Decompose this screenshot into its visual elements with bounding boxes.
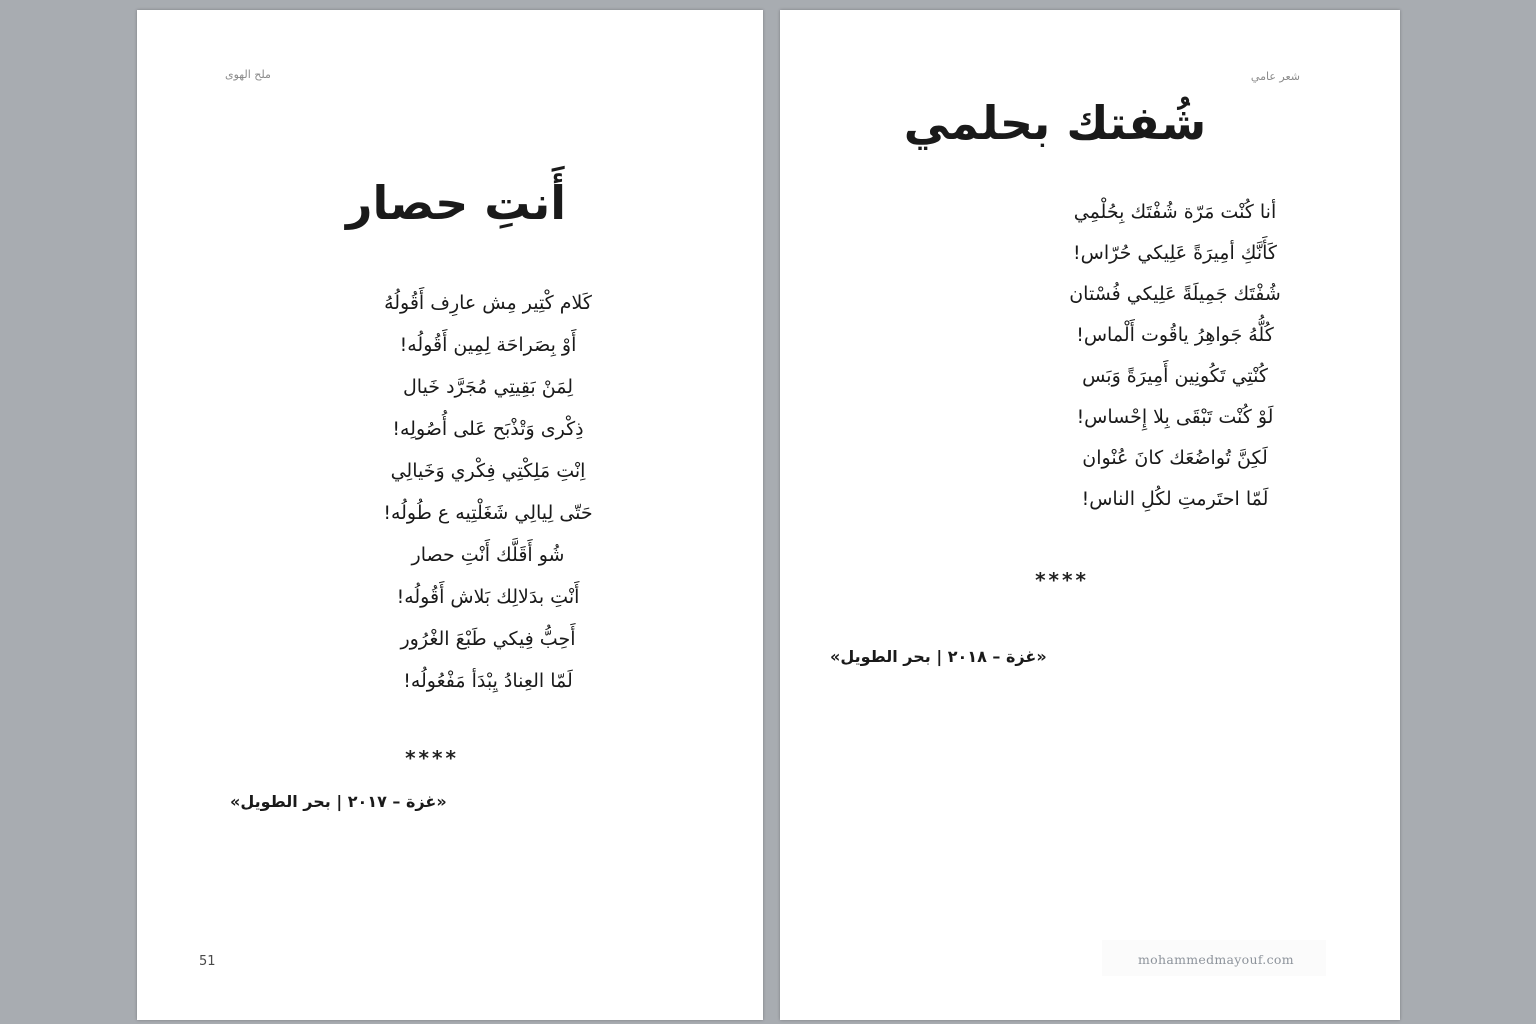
poem-line: اِنْتِ مَلِكْتِي فِكْري وَخَيالِي: [390, 460, 586, 482]
poem-line: أَحِبُّ فِيكي طَبْعَ الغْرُور: [400, 628, 576, 650]
page-number: 51: [199, 954, 216, 969]
document-page-left[interactable]: [137, 10, 763, 1020]
asterisk-separator: ****: [405, 746, 459, 770]
poem-title-left: أَنتِ حصار: [346, 176, 566, 230]
poem-line: لِمَنْ بَقِيتِي مُجَرَّد خَيال: [402, 376, 574, 398]
poem-line: أنا كُنْت مَرّة شُفْتَك بِحُلْمِي: [1073, 201, 1277, 223]
poem-line: أَوْ بِصَراحَة لِمِين أَقُولُه!: [399, 334, 577, 356]
document-page-right[interactable]: [780, 10, 1400, 1020]
poem-line: لَمّا العِنادُ يِبْدَأ مَفْعُولُه!: [403, 670, 573, 692]
poem-line: لَوْ كُنْت تَبْقَى بِلا إِحْساس!: [1076, 406, 1274, 428]
poem-line: لَمّا احتَرمتِ لكُلِ الناس!: [1081, 488, 1269, 510]
poem-line: كَلام كْتِير مِش عارِف أَقُولُهُ: [384, 292, 592, 314]
poem-line: لَكِنَّ تُواضُعَك كانَ عُنْوان: [1082, 447, 1268, 469]
poem-line: كَأَنَّكِ أمِيرَةً عَلِيكي حُرّاس!: [1073, 242, 1277, 264]
running-head-section-title: شعر عامي: [1250, 70, 1300, 83]
poem-meta-right: «غزة – ٢٠١٨ | بحر الطويل»: [830, 647, 1047, 666]
poem-line: أَنْتِ بدَلالِك بَلاش أَقُولُه!: [396, 586, 580, 608]
poem-line: شُو أَقَلَّك أَنْتِ حصار: [411, 544, 565, 566]
poem-title-right: شُفتك بحلمي: [903, 96, 1207, 150]
poem-body-left: [175, 282, 801, 702]
website-footer: mohammedmayouf.com: [1138, 952, 1294, 967]
poem-line: كُلُّهُ جَواهِرُ ياقُوت أَلْماس!: [1076, 324, 1274, 346]
asterisk-separator: ****: [1035, 568, 1089, 592]
poem-meta-left: «غزة – ٢٠١٧ | بحر الطويل»: [230, 792, 447, 811]
poem-line: حَتّى لِيالِي شَغَلْتِيه ع طُولُه!: [383, 502, 593, 524]
running-head-book-title: ملح الهوى: [225, 68, 271, 81]
poem-line: كُنْتِي تَكُونِين أَمِيرَةً وَبَس: [1082, 365, 1268, 387]
poem-line: شُفْتَك جَمِيلَةً عَلِيكي فُسْتان: [1069, 283, 1281, 305]
poem-body-right: [865, 192, 1485, 520]
poem-line: ذِكْرى وَتْذْبَح عَلى أُصُولِه!: [392, 418, 584, 440]
